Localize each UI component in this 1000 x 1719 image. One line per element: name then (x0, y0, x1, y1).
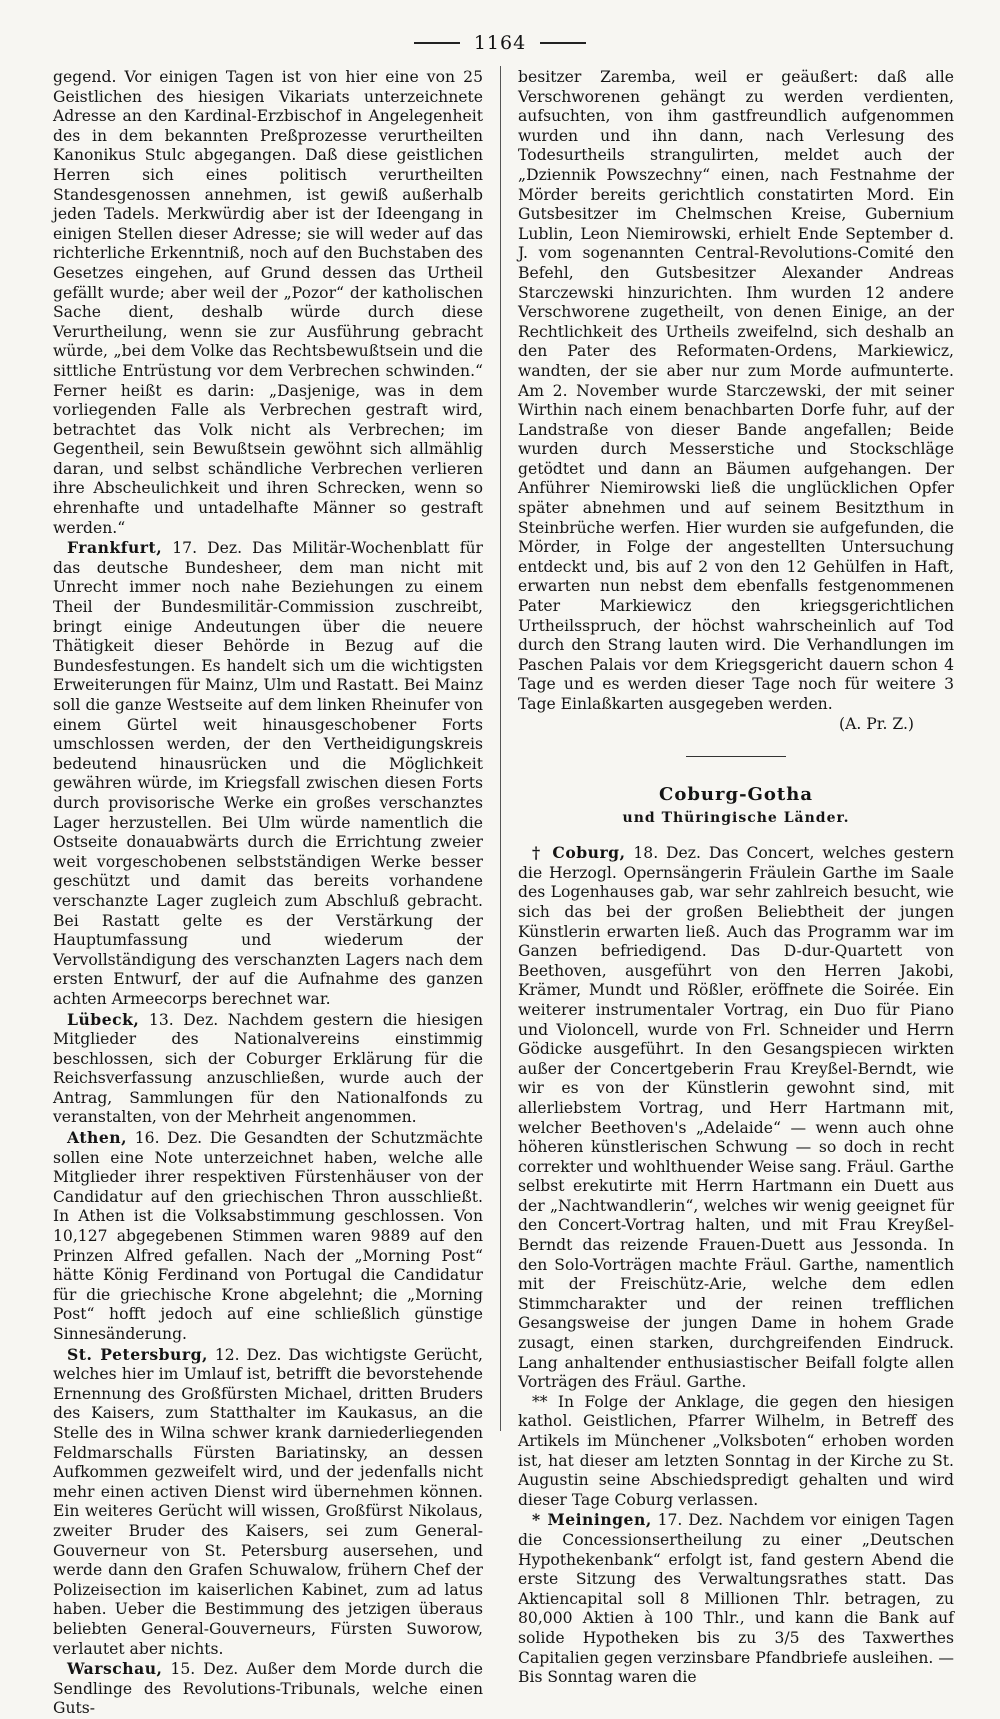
article-body: 12. Dez. Das wichtigste Gerücht, welches hier im Umlauf ist, betrifft die bevorstehende Ernennung des Großfürsten Michael, dritten Bruders des Kaisers, zum Statthalter im Kaukasus, an die Stelle des in Wilna schwer krank darniederliegenden Feldmarschalls Fürsten Bariatinsky, an dessen Aufkommen gezweifelt wird, und der jedenfalls nicht mehr einen activen Dienst wird übernehmen können. Ein weiteres Gerücht will wissen, Großfürst Nikolaus, zweiter Bruder des Kaisers, sei zum General-Gouverneur von St. Petersburg ausersehen, und werde dann den Grafen Schuwalow, frühern Chef der Polizeisection im kaiserlichen Kabinet, zum ad latus haben. Ueber die Bestimmung des jetzigen überaus beliebten General-Gouverneurs, Fürsten Suworow, verlautet aber nichts. (53, 1345, 483, 1658)
dateline-frankfurt: Frankfurt, (67, 538, 163, 558)
article-frankfurt (53, 538, 483, 1009)
article-petersburg (53, 1345, 483, 1660)
article-meiningen (518, 1510, 954, 1687)
dateline-petersburg: St. Petersburg, (67, 1344, 208, 1364)
page-header (0, 30, 1000, 56)
header-rule-left (414, 42, 460, 44)
column-divider (500, 66, 501, 1431)
section-subtitle: und Thüringische Länder. (622, 810, 850, 827)
article-body: 17. Dez. Nachdem vor einigen Tagen die Concessionsertheilung zu einer „Deutschen Hypothekenbank“ erfolgt ist, fand gestern Abend die erste Sitzung des Verwaltungsrathes statt. Das Aktiencapital soll 8 Millionen Thlr. betragen, zu 80,000 Aktien à 100 Thlr., und kann die Bank auf solide Hypotheken bis zu 3/5 des Taxwerthes Capitalien gegen verzinsbare Pfandbriefe ausleihen. — Bis Sonntag waren die (518, 1511, 954, 1687)
section-separator (686, 756, 786, 757)
left-column (53, 68, 483, 1718)
article-body: 17. Dez. Das Militär-Wochenblatt für das deutsche Bundesheer, dem man nicht mit Unrecht immer noch nahe Beziehungen zu einem Theil der Bundesmilitär-Commission zuschreibt, bringt einige Andeutungen über die neuere Thätigkeit dieser Behörde in Bezug auf die Bundesfestungen. Es handelt sich um die wichtigsten Erweiterungen für Mainz, Ulm und Rastatt. Bei Mainz soll die ganze Westseite auf dem linken Rheinufer von einem Gürtel weit hinausgeschobener Forts umschlossen werden, der den Vertheidigungskreis bedeutend hinausrücken und die Möglichkeit gewähren würde, im Kriegsfall zwischen diesen Forts durch provisorische Werke ein großes verschanztes Lager herzustellen. Bei Ulm würde namentlich die Ostseite donauabwärts durch die Errichtung zweier weit vorgeschobenen selbstständigen Werke besser geschützt und damit das bereits vorhandene verschanzte Lager zugleich zum Abschluß gebracht. Bei Rastatt gelte es der Verstärkung der Hauptumfassung und wiederum der Vervollständigung des verschanzten Lagers nach dem ersten Entwurf, der auf die Aufnahme des ganzen achten Armeecorps berechnet war. (53, 539, 483, 1008)
article-athen (53, 1128, 483, 1345)
article-body: 13. Dez. Nachdem gestern die hiesigen Mitglieder des Nationalvereins einstimmig beschlossen, sich der Coburger Erklärung für die Reichsverfassung anzuschließen, wurde auch der Antrag, Sammlungen für den Nationalfonds zu veranstalten, von der Mehrheit angenommen. (53, 1010, 483, 1127)
article-body: 15. Dez. Außer dem Morde durch die Sendlinge des Revolutions-Tribunals, welche einen Guts- (53, 1660, 483, 1718)
dateline-luebeck: Lübeck, (67, 1009, 140, 1029)
article-paragraph: ** In Folge der Anklage, die gegen den hiesigen kathol. Geistlichen, Pfarrer Wilhelm, in Betreff des Artikels im Münchener „Volksboten“ erhoben worden ist, hat dieser am letzten Sonntag in der Kirche zu St. Augustin seine Abschiedspredigt gehalten und wird dieser Tage Coburg verlassen. (518, 1392, 954, 1509)
page-number: 1164 (473, 32, 527, 54)
article-paragraph: gegend. Vor einigen Tagen ist von hier eine von 25 Geistlichen des hiesigen Vikariats unterzeichnete Adresse an den Kardinal-Erzbischof in Angelegenheit des in dem bekannten Preßprozesse verurtheilten Kanonikus Stulc abgegangen. Daß diese geistlichen Herren sich eines politisch verurtheilten Standesgenossen annehmen, ist gewiß außerhalb jeden Tadels. Merkwürdig aber ist der Ideengang in einigen Stellen dieser Adresse; sie will weder auf das richterliche Erkenntniß, noch auf den Buchstaben des Gesetzes eingehen, auf Grund dessen das Urtheil gefällt wurde; aber weil der „Pozor“ der katholischen Sache dient, deshalb würde durch diese Verurtheilung, wenn sie zur Ausführung gebracht würde, „bei dem Volke das Rechtsbewußtsein und die sittliche Entrüstung vor dem Verbrechen schwinden.“ Ferner heißt es darin: „Dasjenige, was in dem vorliegenden Falle als Verbrechen gestraft wird, betrachtet das Volk nicht als Verbrechen; im Gegentheil, sein Bewußtsein gewöhnt sich allmählig daran, und selbst schändliche Verbrechen verlieren ihre Abscheulichkeit und ihren Schrecken, wenn so ehrenhafte und untadelhafte Männer so gestraft werden.“ (53, 68, 483, 537)
dateline-meiningen: * Meiningen, (532, 1510, 652, 1530)
article-paragraph: besitzer Zaremba, weil er geäußert: daß alle Verschworenen gehängt zu werden verdienten, aufsuchten, von ihm gastfreundlich aufgenommen wurden und ihn dann, nach Verlesung des Todesurtheils strangulirten, meldet auch der „Dziennik Powszechny“ einen, nach Festnahme der Mörder bereits gerichtlich constatirten Mord. Ein Gutsbesitzer im Chelmschen Kreise, Gubernium Lublin, Leon Niemirowski, erhielt Ende September d. J. vom sogenannten Central-Revolutions-Comité den Befehl, den Gutsbesitzer Alexander Andreas Starczewski hinzurichten. Ihm wurden 12 andere Verschworene zugetheilt, von denen Einige, an der Rechtlichkeit des Urtheils zweifelnd, sich deshalb an den Pater des Reformaten-Ordens, Markiewicz, wandten, der sie aber nur zum Morde aufmunterte. Am 2. November wurde Starczewski, der mit seiner Wirthin nach einem benachbarten Dorfe fuhr, auf der Landstraße von dieser Bande angefallen; Beide wurden durch Messerstiche und Stockschläge getödtet und dann an Bäumen aufgehangen. Der Anführer Niemirowski ließ die unglücklichen Opfer später abnehmen und auf seinem Besitzthum in Steinbrüche werfen. Hier wurden sie aufgefunden, die Mörder, in Folge der angestellten Untersuchung entdeckt und, bis auf 2 von den 12 Gehülfen in Haft, erwarten nun nebst dem ebenfalls festgenommenen Pater Markiewicz den kriegsgerichtlichen Urtheilsspruch, der höchst wahrscheinlich auf Tod durch den Strang lauten wird. Die Verhandlungen im Paschen Palais vor dem Kriegsgericht dauern schon 4 Tage und es werden dieser Tage noch für weitere 3 Tage Einlaßkarten ausgegeben werden. (518, 68, 954, 713)
article-body: 18. Dez. Das Concert, welches gestern die Herzogl. Opernsängerin Fräulein Garthe im Saale des Logenhauses gab, war sehr zahlreich besucht, wie sich das bei der großen Beliebtheit der jungen Künstlerin erwarten ließ. Auch das Programm war im Ganzen befriedigend. Das D-dur-Quartett von Beethoven, ausgeführt von den Herren Jakobi, Krämer, Mundt und Rößler, eröffnete die Soirée. Ein weiterer instrumentaler Vortrag, ein Duo für Piano und Violoncell, wurde von Frl. Schneider und Herrn Gödicke ausgeführt. In den Gesangspiecen wirkten außer der Concertgeberin Frau Kreyßel-Berndt, wie wir es von der Künstlerin gewohnt sind, mit allerliebstem Vortrag, und Herr Hartmann mit, welcher Beethoven's „Adelaide“ — wenn auch ohne höheren künstlerischen Schwung — so doch in recht correkter und wohlthuender Weise sang. Fräul. Garthe selbst erekutirte mit Herrn Hartmann ein Duett aus der „Nachtwandlerin“, welches wir wenig geeignet für den Concert-Vortrag halten, und mit Frau Kreyßel-Berndt das reizende Frauen-Duett aus Jessonda. In den Solo-Vorträgen machte Fräul. Garthe, namentlich mit der Freischütz-Arie, welche dem edlen Stimmcharakter und der reinen trefflichen Gesangsweise der jungen Dame in hohem Grade zusagt, einen starken, durchgreifenden Eindruck. Lang anhaltender enthusiastischer Beifall folgte allen Vorträgen des Fräul. Garthe. (518, 844, 954, 1392)
article-body: 16. Dez. Die Gesandten der Schutzmächte sollen eine Note unterzeichnet haben, welche alle Mitglieder ihrer respektiven Fürstenhäuser von der Candidatur auf den griechischen Thron ausschließt. In Athen ist die Volksabstimmung geschlossen. Von 10,127 abgegebenen Stimmen waren 9889 auf den Prinzen Alfred gefallen. Nach der „Morning Post“ hätte König Ferdinand von Portugal die Candidatur für die griechische Krone abgelehnt; die „Morning Post“ hofft jedoch auf eine schließlich günstige Sinnesänderung. (53, 1129, 483, 1343)
section-title: Coburg-Gotha (659, 784, 813, 806)
source-signoff: (A. Pr. Z.) (838, 714, 914, 733)
dateline-warschau: Warschau, (67, 1659, 163, 1679)
article-coburg (518, 843, 954, 1393)
header-rule-right (540, 42, 586, 44)
right-column (518, 68, 954, 1687)
article-luebeck (53, 1010, 483, 1129)
dateline-athen: Athen, (67, 1128, 128, 1148)
dateline-coburg: † Coburg, (532, 843, 626, 863)
article-warschau (53, 1659, 483, 1719)
